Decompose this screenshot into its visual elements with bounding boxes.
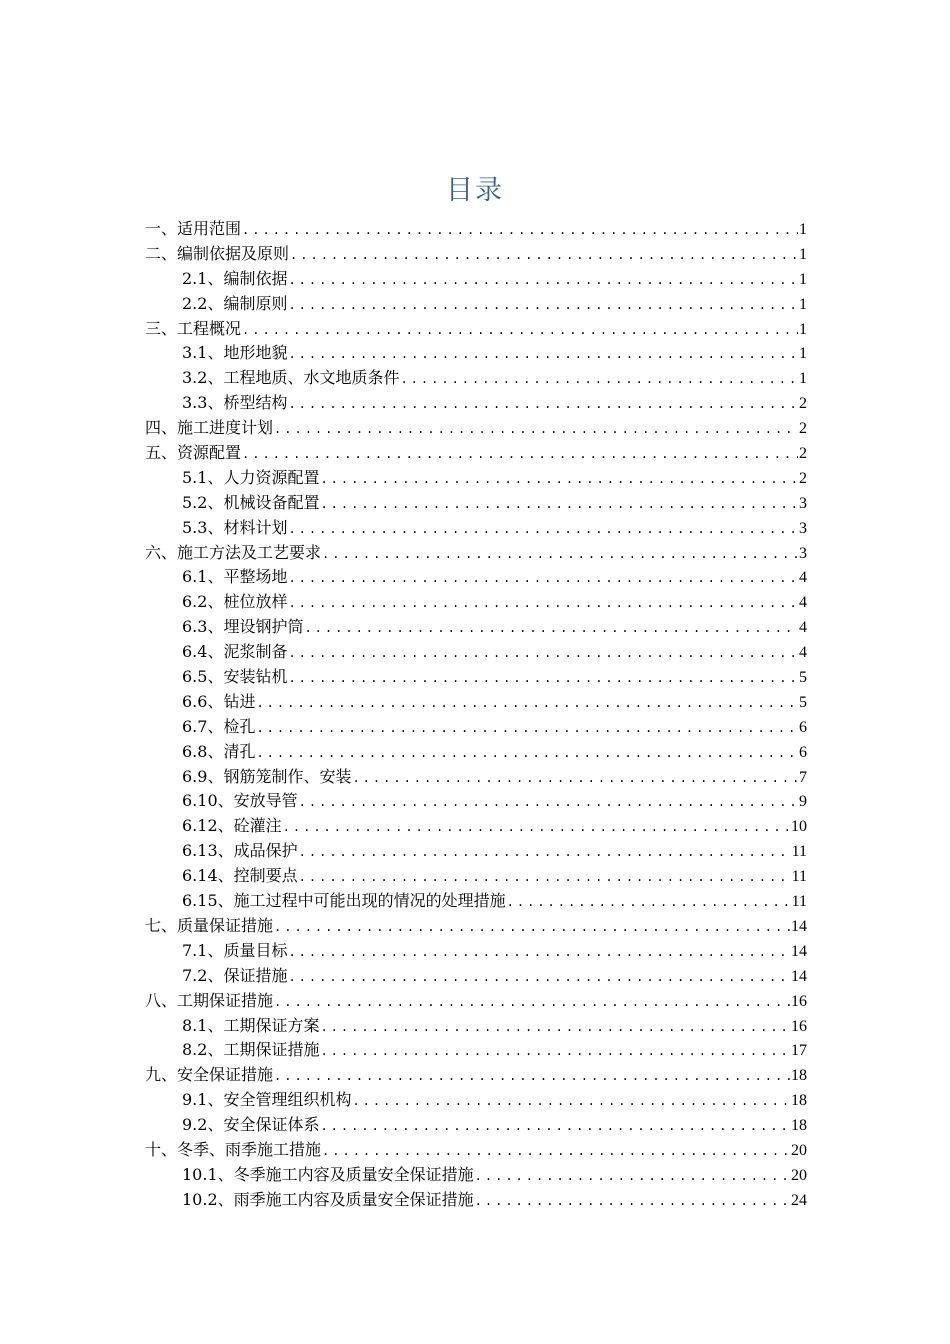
toc-entry-page-number: 20	[791, 1141, 807, 1159]
toc-leader-dots	[288, 591, 798, 616]
toc-entry-page-number: 14	[791, 917, 807, 935]
toc-entry-label: 四、施工进度计划	[145, 418, 274, 438]
toc-leader-dots	[274, 1064, 790, 1089]
toc-entry-page-number: 16	[791, 992, 807, 1010]
toc-entry-page-number: 11	[791, 893, 807, 911]
toc-entry[interactable]	[145, 1113, 807, 1138]
toc-entry[interactable]	[145, 317, 807, 342]
toc-leader-dots	[274, 915, 790, 940]
toc-entry[interactable]	[145, 466, 807, 491]
toc-entry-page-number: 2	[799, 395, 807, 413]
toc-entry[interactable]	[145, 665, 807, 690]
toc-entry[interactable]	[145, 939, 807, 964]
toc-entry-label: 8.2、工期保证措施	[182, 1040, 320, 1060]
toc-entry-page-number: 18	[791, 1092, 807, 1110]
toc-entry-label: 七、质量保证措施	[145, 915, 274, 935]
toc-entry[interactable]	[145, 1014, 807, 1039]
toc-entry-label: 7.1、质量目标	[182, 940, 288, 960]
toc-entry-page-number: 18	[791, 1067, 807, 1085]
toc-entry-page-number: 18	[791, 1117, 807, 1135]
toc-entry[interactable]	[145, 541, 807, 566]
toc-entry-label: 6.13、成品保护	[182, 841, 298, 861]
toc-entry-page-number: 11	[791, 868, 807, 886]
toc-entry-label: 6.14、控制要点	[182, 866, 298, 886]
toc-leader-dots	[242, 318, 798, 343]
toc-entry-page-number: 14	[791, 942, 807, 960]
toc-entry-label: 3.1、地形地貌	[182, 343, 288, 363]
toc-entry[interactable]	[145, 366, 807, 391]
toc-entry-page-number: 24	[791, 1191, 807, 1209]
toc-entry[interactable]	[145, 765, 807, 790]
toc-leader-dots	[400, 367, 798, 392]
toc-leader-dots	[320, 1114, 790, 1139]
toc-entry[interactable]	[145, 640, 807, 665]
toc-entry[interactable]	[145, 964, 807, 989]
toc-entry-label: 8.1、工期保证方案	[182, 1015, 320, 1035]
toc-entry-label: 五、资源配置	[145, 443, 242, 463]
toc-entry[interactable]	[145, 416, 807, 441]
toc-entry-page-number: 1	[799, 270, 807, 288]
toc-entry-page-number: 3	[799, 519, 807, 537]
toc-entry[interactable]	[145, 914, 807, 939]
toc-entry[interactable]	[145, 516, 807, 541]
toc-leader-dots	[290, 243, 798, 268]
toc-entry-page-number: 6	[799, 718, 807, 736]
toc-entry-page-number: 20	[791, 1166, 807, 1184]
toc-entry-label: 2.2、编制原则	[182, 293, 288, 313]
toc-leader-dots	[288, 293, 798, 318]
toc-leader-dots	[288, 666, 798, 691]
toc-entry-label: 6.8、清孔	[182, 741, 256, 761]
toc-entry-label: 6.6、钻进	[182, 691, 256, 711]
toc-entry-label: 9.1、安全管理组织机构	[182, 1090, 352, 1110]
toc-entry-page-number: 1	[799, 221, 807, 238]
toc-entry-page-number: 2	[799, 445, 807, 463]
toc-leader-dots	[288, 517, 798, 542]
toc-leader-dots	[320, 1039, 790, 1064]
toc-entry-label: 6.10、安放导管	[182, 791, 298, 811]
toc-entry-page-number: 2	[799, 469, 807, 487]
toc-entry[interactable]	[145, 1138, 807, 1163]
toc-entry-label: 三、工程概况	[145, 318, 242, 338]
toc-entry-label: 6.4、泥浆制备	[182, 642, 288, 662]
toc-leader-dots	[274, 990, 790, 1015]
toc-entry-page-number: 1	[799, 295, 807, 313]
toc-entry-label: 6.2、桩位放样	[182, 592, 288, 612]
toc-leader-dots	[288, 940, 790, 965]
toc-entry[interactable]	[145, 292, 807, 317]
toc-entry-page-number: 6	[799, 743, 807, 761]
toc-entry-page-number: 1	[799, 320, 807, 338]
table-of-contents	[145, 217, 807, 1213]
toc-entry-page-number: 9	[799, 793, 807, 811]
toc-entry[interactable]	[145, 814, 807, 839]
page-title: 目录	[446, 175, 504, 206]
toc-entry[interactable]	[145, 1163, 807, 1188]
toc-entry-page-number: 14	[791, 967, 807, 985]
toc-entry[interactable]	[145, 242, 807, 267]
toc-entry[interactable]	[145, 889, 807, 914]
toc-entry-label: 3.2、工程地质、水文地质条件	[182, 368, 400, 388]
toc-leader-dots	[256, 691, 798, 716]
toc-leader-dots	[475, 1189, 790, 1214]
toc-entry-label: 2.1、编制依据	[182, 268, 288, 288]
toc-entry-page-number: 4	[799, 569, 807, 587]
toc-entry[interactable]	[145, 267, 807, 292]
toc-leader-dots	[320, 492, 798, 517]
toc-leader-dots	[288, 566, 798, 591]
toc-entry-page-number: 4	[799, 594, 807, 612]
toc-entry-page-number: 5	[799, 693, 807, 711]
toc-entry[interactable]	[145, 1188, 807, 1213]
toc-entry-label: 六、施工方法及工艺要求	[145, 542, 322, 562]
toc-entry-label: 6.12、砼灌注	[182, 816, 282, 836]
toc-entry[interactable]	[145, 690, 807, 715]
toc-entry-page-number: 7	[799, 768, 807, 786]
toc-entry-label: 八、工期保证措施	[145, 990, 274, 1010]
toc-leader-dots	[507, 890, 791, 915]
toc-entry[interactable]	[145, 391, 807, 416]
toc-entry-page-number: 10	[791, 818, 807, 836]
toc-entry-label: 7.2、保证措施	[182, 965, 288, 985]
toc-entry[interactable]	[145, 1063, 807, 1088]
toc-entry-label: 10.1、冬季施工内容及质量安全保证措施	[182, 1164, 474, 1184]
toc-entry-label: 二、编制依据及原则	[145, 243, 290, 263]
toc-entry[interactable]	[145, 989, 807, 1014]
toc-leader-dots	[288, 965, 790, 990]
toc-entry-label: 10.2、雨季施工内容及质量安全保证措施	[182, 1189, 474, 1209]
toc-entry-page-number: 4	[799, 619, 807, 637]
toc-entry-label: 十、冬季、雨季施工措施	[145, 1139, 322, 1159]
toc-entry-label: 6.7、检孔	[182, 716, 256, 736]
toc-entry-label: 5.2、机械设备配置	[182, 492, 320, 512]
toc-leader-dots	[242, 442, 798, 467]
toc-leader-dots	[288, 268, 798, 293]
toc-entry-label: 9.2、安全保证体系	[182, 1115, 320, 1135]
toc-leader-dots	[283, 815, 790, 840]
toc-leader-dots	[242, 218, 798, 243]
toc-leader-dots	[288, 392, 798, 417]
toc-entry-page-number: 1	[799, 370, 807, 388]
toc-entry-page-number: 3	[799, 544, 807, 562]
toc-entry[interactable]	[145, 441, 807, 466]
toc-entry-page-number: 5	[799, 669, 807, 687]
toc-leader-dots	[299, 840, 791, 865]
toc-entry[interactable]	[145, 789, 807, 814]
toc-entry[interactable]	[145, 217, 807, 242]
toc-entry-page-number: 1	[799, 245, 807, 263]
toc-entry[interactable]	[145, 864, 807, 889]
toc-leader-dots	[274, 417, 798, 442]
toc-entry-label: 6.3、埋设钢护筒	[182, 617, 304, 637]
toc-leader-dots	[352, 1089, 790, 1114]
toc-leader-dots	[288, 641, 798, 666]
toc-entry-label: 一、适用范围	[145, 219, 242, 238]
toc-entry-label: 5.3、材料计划	[182, 517, 288, 537]
toc-entry[interactable]	[145, 615, 807, 640]
toc-entry[interactable]	[145, 341, 807, 366]
toc-entry-label: 6.15、施工过程中可能出现的情况的处理措施	[182, 891, 506, 911]
toc-entry-page-number: 1	[799, 345, 807, 363]
toc-leader-dots	[322, 542, 798, 567]
toc-entry-label: 6.9、钢筋笼制作、安装	[182, 766, 352, 786]
toc-leader-dots	[322, 1139, 790, 1164]
toc-entry[interactable]	[145, 1088, 807, 1113]
toc-entry[interactable]	[145, 491, 807, 516]
toc-entry-page-number: 2	[799, 420, 807, 438]
toc-entry[interactable]	[145, 1038, 807, 1063]
toc-entry-label: 九、安全保证措施	[145, 1065, 274, 1085]
toc-entry[interactable]	[145, 839, 807, 864]
toc-entry-page-number: 3	[799, 494, 807, 512]
toc-entry-page-number: 4	[799, 644, 807, 662]
toc-entry[interactable]	[145, 565, 807, 590]
toc-entry-label: 6.1、平整场地	[182, 567, 288, 587]
toc-leader-dots	[320, 1015, 790, 1040]
toc-entry[interactable]	[145, 590, 807, 615]
toc-leader-dots	[320, 467, 798, 492]
toc-leader-dots	[475, 1164, 790, 1189]
toc-leader-dots	[256, 716, 798, 741]
toc-entry-label: 5.1、人力资源配置	[182, 467, 320, 487]
toc-entry-label: 3.3、桥型结构	[182, 393, 288, 413]
toc-leader-dots	[299, 865, 791, 890]
toc-entry-label: 6.5、安装钻机	[182, 667, 288, 687]
toc-entry[interactable]	[145, 715, 807, 740]
toc-entry-page-number: 11	[791, 843, 807, 861]
toc-leader-dots	[288, 342, 798, 367]
toc-leader-dots	[304, 616, 798, 641]
toc-leader-dots	[299, 790, 798, 815]
toc-entry-page-number: 17	[791, 1042, 807, 1060]
toc-entry[interactable]	[145, 740, 807, 765]
toc-leader-dots	[256, 741, 798, 766]
toc-entry-page-number: 16	[791, 1017, 807, 1035]
toc-leader-dots	[352, 766, 798, 791]
